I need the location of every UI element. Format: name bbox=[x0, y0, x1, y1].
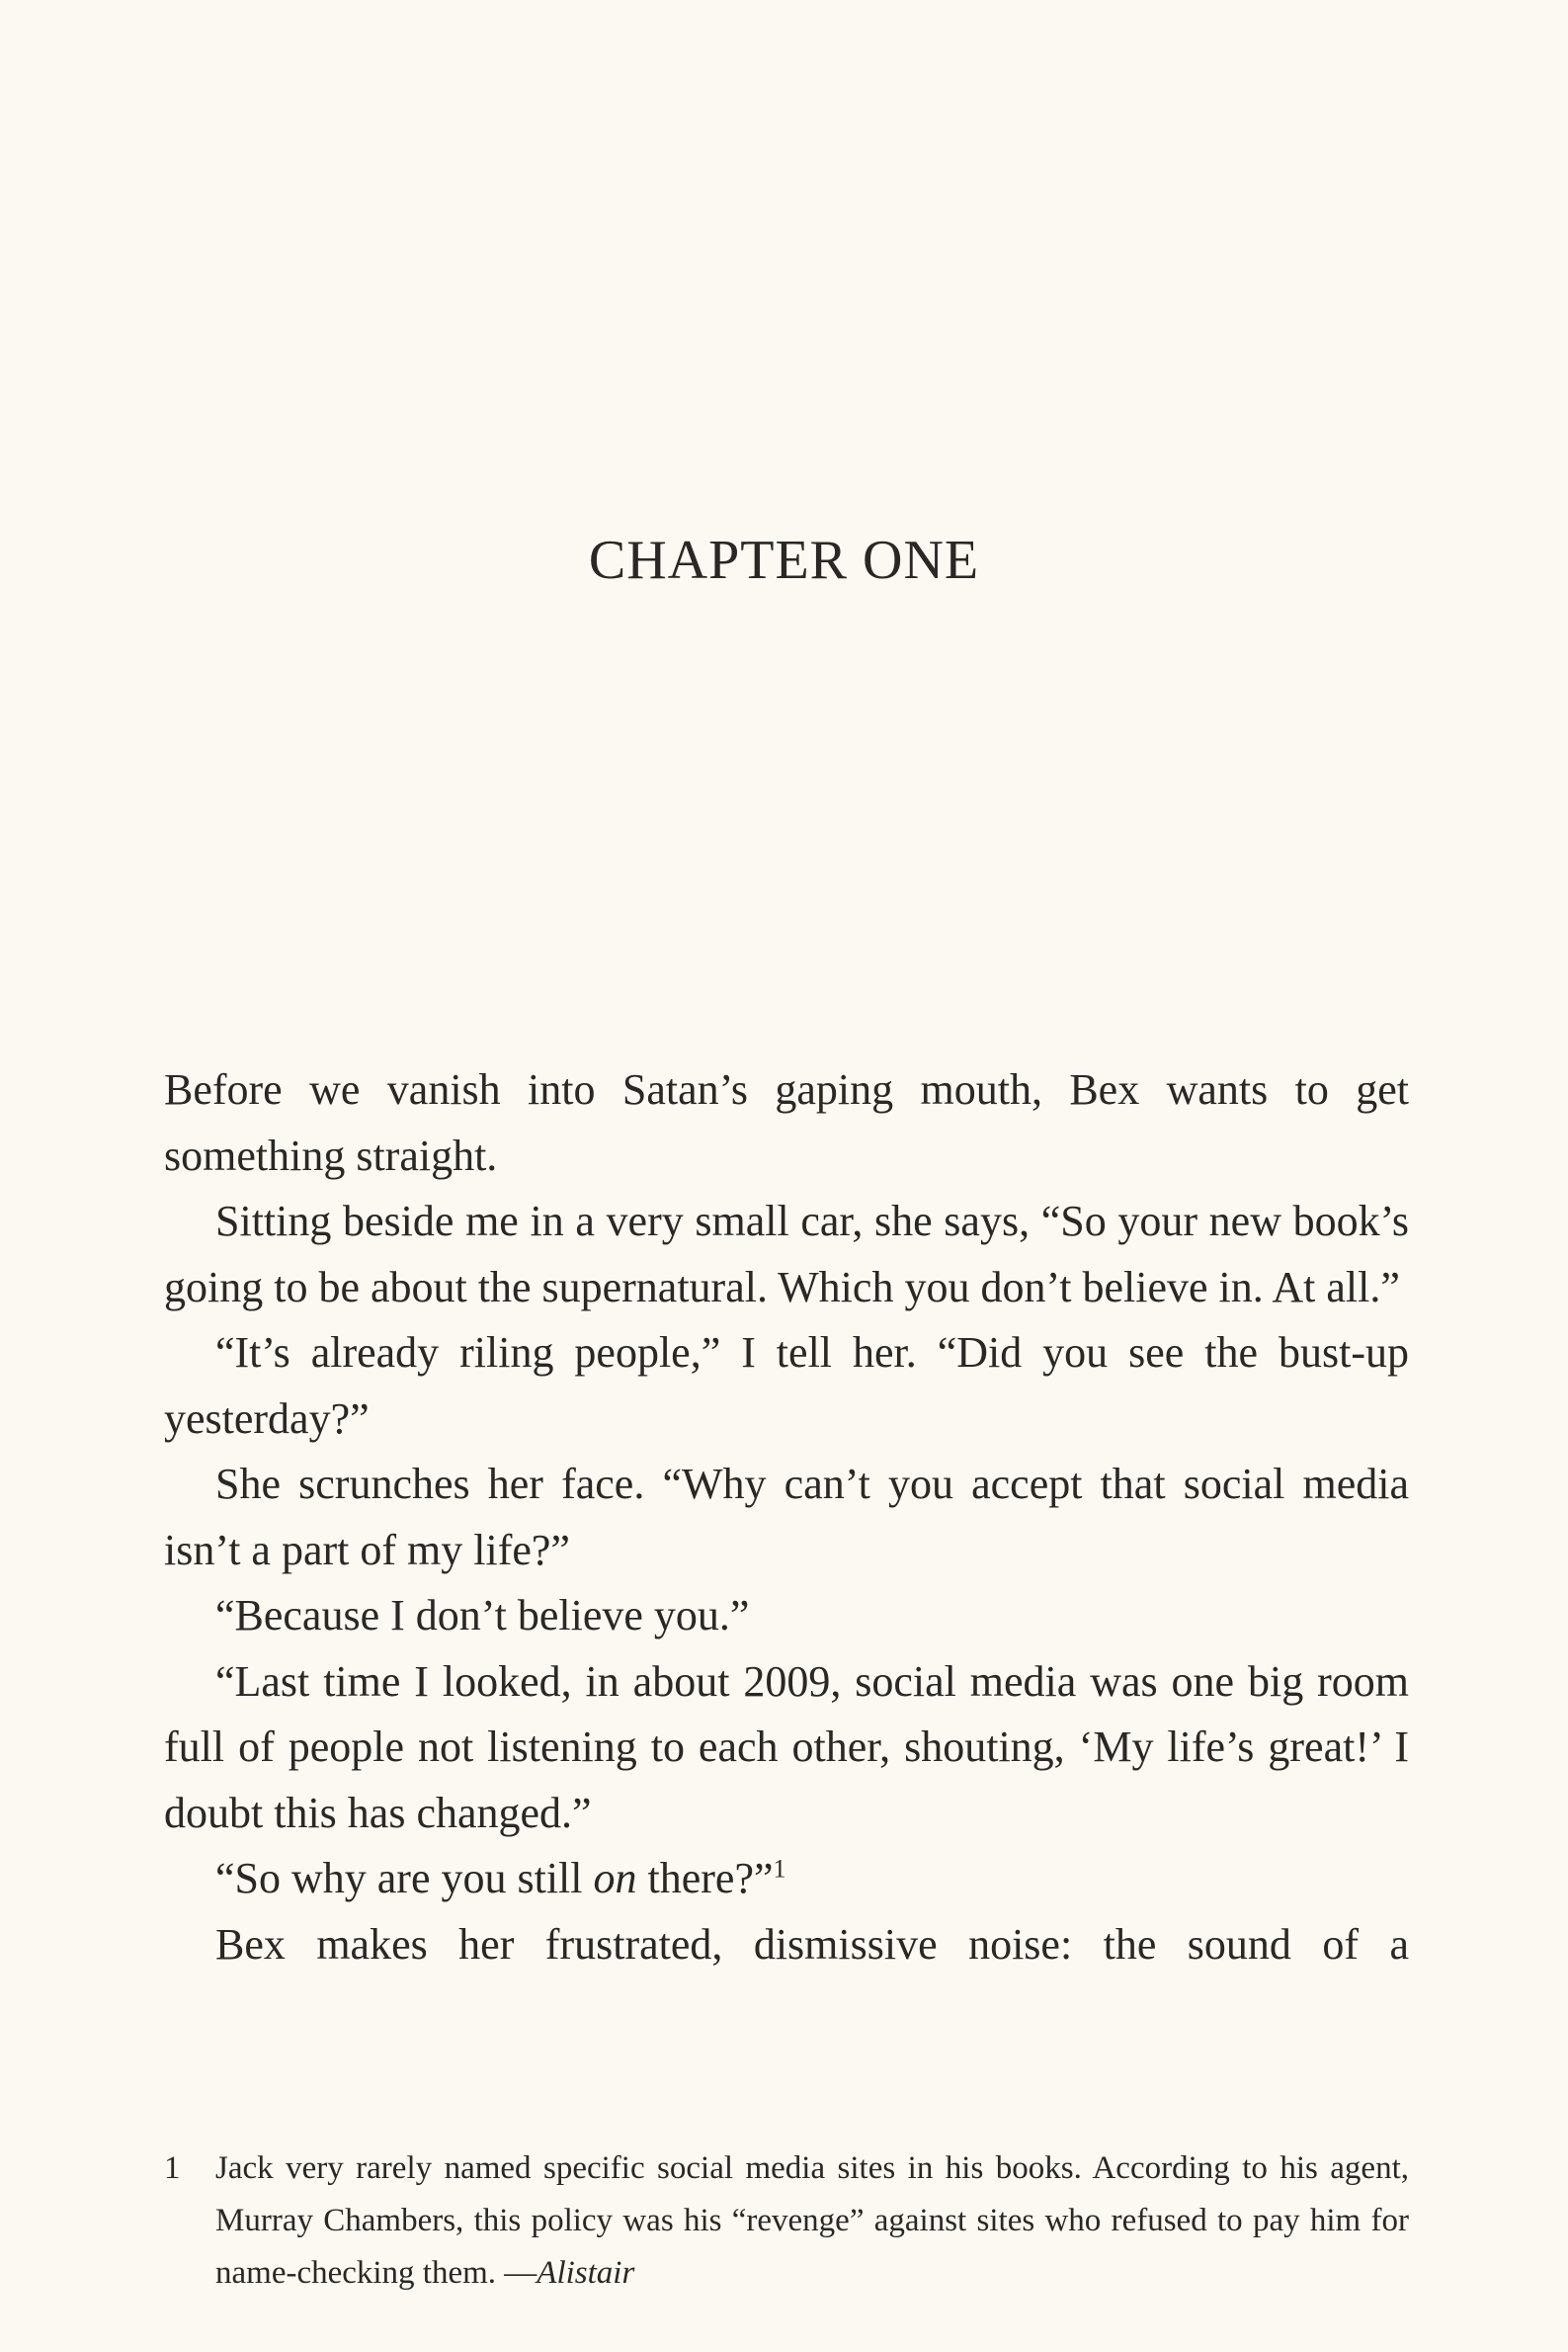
footnote-number: 1 bbox=[164, 2150, 181, 2186]
footnote-body: Jack very rarely named specific social media sites in his books. According to his agent, Murray Chambers, this policy was his “revenge” against sites who refused to pay him for name-checking them. — bbox=[215, 2150, 1409, 2291]
footnote-text bbox=[215, 2142, 1409, 2300]
paragraph: Bex makes her frustrated, dismissive noise: the sound of a bbox=[215, 1919, 1409, 1969]
paragraph: “Last time I looked, in about 2009, social media was one big room full of people not listening to each other, shouting, ‘My life’s great!’ I doubt this has changed.” bbox=[164, 1656, 1409, 1837]
paragraph: Before we vanish into Satan’s gaping mouth, Bex wants to get something straight. bbox=[164, 1065, 1409, 1180]
paragraph: “Because I don’t believe you.” bbox=[215, 1591, 750, 1639]
emphasis-text: on bbox=[593, 1854, 637, 1902]
paragraph: She scrunches her face. “Why can’t you accept that social media isn’t a part of my life?” bbox=[164, 1460, 1409, 1574]
paragraph: “It’s already riling people,” I tell her. “Did you see the bust-up yesterday?” bbox=[164, 1328, 1409, 1443]
paragraph: Sitting beside me in a very small car, she says, “So your new book’s going to be about the supernatural. Which you don’t believe in. At all.” bbox=[164, 1197, 1409, 1311]
body-text bbox=[164, 1057, 1409, 1977]
paragraph-text: there?” bbox=[636, 1854, 774, 1902]
footnote-signature: Alistair bbox=[536, 2255, 635, 2291]
paragraph-text: “So why are you still bbox=[215, 1854, 594, 1902]
footnote-reference[interactable]: 1 bbox=[773, 1854, 786, 1884]
footnote bbox=[164, 2142, 1409, 2300]
chapter-heading: CHAPTER ONE bbox=[588, 530, 980, 591]
paragraph bbox=[164, 1846, 1409, 1912]
